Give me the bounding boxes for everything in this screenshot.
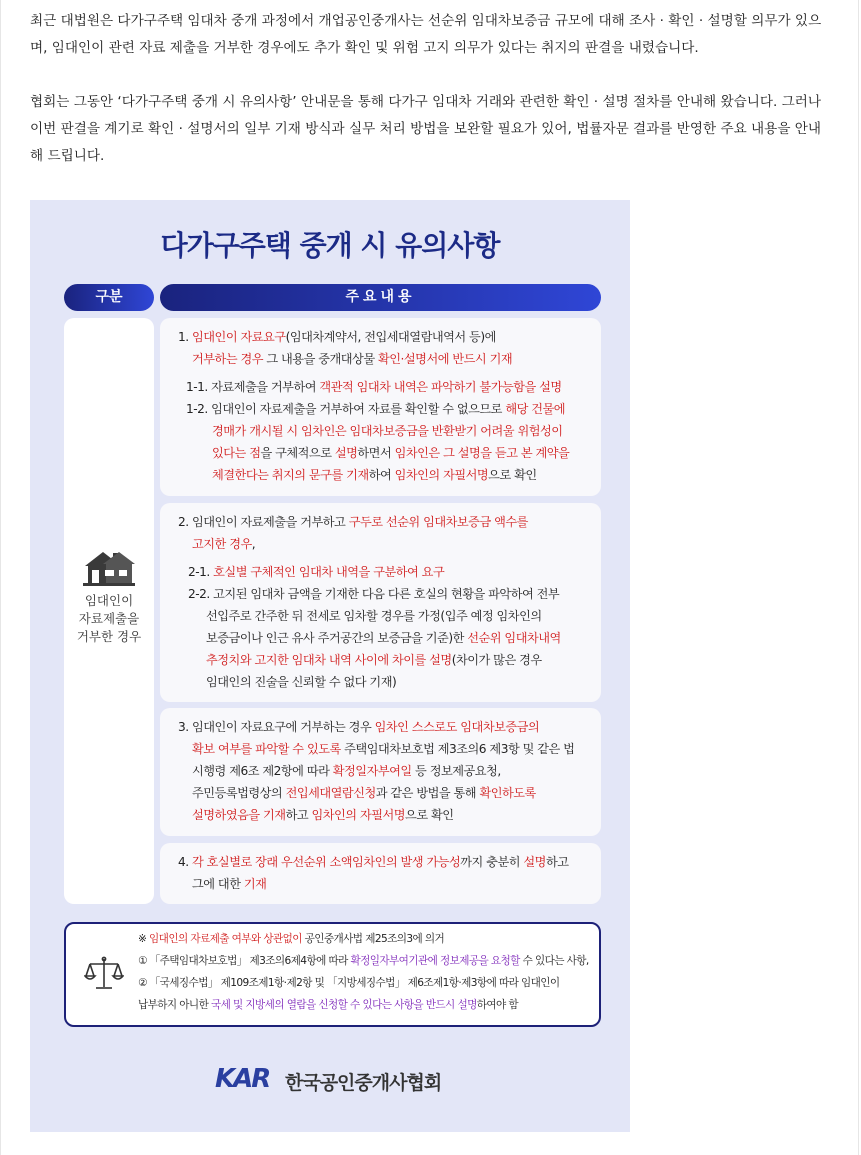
highlight-text: 국세 및 지방세의 열람을 신청할 수 있다는 사항을 반드시 설명 — [210, 999, 477, 1011]
box1-line-4 — [186, 398, 565, 420]
highlight-text: 확정일자부여기관에 정보제공을 요청할 — [350, 955, 520, 967]
text: 주택임대차보호법 제3조의6 제3항 및 같은 법 — [340, 742, 575, 756]
poster-title: 다가구주택 중개 시 유의사항 — [160, 229, 500, 262]
text: 선입주로 간주한 뒤 전세로 임차할 경우를 가정(입주 예정 임차인의 — [206, 609, 542, 623]
text: 2-1. — [188, 565, 214, 579]
box2-line-2 — [192, 533, 255, 555]
association-logo — [215, 1064, 455, 1094]
page-border-left — [0, 0, 1, 1155]
category-column — [64, 318, 154, 904]
highlight-text: 선순위 임대차내역 — [467, 631, 561, 645]
logo-text: 한국공인중개사협회 — [285, 1072, 442, 1094]
highlight-text: 설명 — [523, 855, 546, 869]
highlight-text: 임차인의 자필서명 — [311, 808, 406, 822]
text: 주민등록법령상의 — [192, 786, 286, 800]
note-line-3 — [138, 976, 560, 991]
category-line: 임대인이 — [84, 593, 134, 608]
text: (차이가 많은 경우 — [451, 653, 542, 667]
text: 까지 충분히 — [460, 855, 524, 869]
text: 하면서 — [357, 446, 395, 460]
text: 으로 확인 — [405, 808, 454, 822]
page-border-right — [858, 0, 859, 1155]
box2-line-1 — [178, 511, 528, 533]
highlight-text: 임대인의 자료제출 여부와 상관없이 — [149, 933, 302, 945]
box1-line-6 — [212, 442, 569, 464]
content-box-4 — [160, 843, 601, 904]
box4-line-2 — [192, 873, 266, 895]
box3-line-3 — [192, 760, 501, 782]
box2-line-6 — [206, 627, 561, 649]
highlight-text: 설명하였음을 기재 — [192, 808, 286, 822]
highlight-text: 해당 건물에 — [505, 402, 566, 416]
text: 2-2. 고지된 임대차 금액을 기재한 다음 다른 호실의 현황을 파악하여 전부 — [188, 587, 560, 601]
highlight-text: 고지한 경우 — [192, 537, 252, 551]
box4-line-1 — [178, 851, 569, 873]
text: 3. 임대인이 자료요구에 거부하는 경우 — [178, 720, 375, 734]
article-intro — [30, 8, 830, 170]
note-line-1 — [138, 932, 444, 947]
content-box-2 — [160, 503, 601, 702]
box2-line-8 — [206, 671, 396, 693]
text: 하여야 함 — [476, 999, 519, 1011]
text: 수 있다는 사항, — [519, 955, 589, 967]
text: 1-1. 자료제출을 거부하여 — [186, 380, 320, 394]
highlight-text: 설명 — [334, 446, 358, 460]
highlight-text: 기재 — [243, 877, 267, 891]
text: (임대차계약서, 전입세대열람내역서 등)에 — [285, 330, 496, 344]
text: , — [251, 537, 256, 551]
box2-line-5 — [206, 605, 542, 627]
text: 1. — [178, 330, 193, 344]
content-box-1 — [160, 318, 601, 496]
note-line-2 — [138, 954, 589, 969]
house-icon — [81, 550, 137, 586]
text: 등 정보제공요청, — [411, 764, 501, 778]
category-label — [64, 592, 154, 646]
highlight-text: 추정치와 고지한 임대차 내역 사이에 차이를 설명 — [206, 653, 452, 667]
box3-line-5 — [192, 804, 454, 826]
text: 하고 — [285, 808, 312, 822]
highlight-text: 경매가 개시될 시 임차인은 임대차보증금을 반환받기 어려울 위험성이 — [212, 424, 563, 438]
highlight-text: 임차인 스스로도 임대차보증금의 — [374, 720, 540, 734]
text: 보증금이나 인근 유사 주거공간의 보증금을 기준)한 — [206, 631, 468, 645]
text: 그에 대한 — [192, 877, 244, 891]
header-main-content: 주요내용 — [160, 284, 601, 311]
highlight-text: 거부하는 경우 — [192, 352, 264, 366]
category-line: 거부한 경우 — [76, 629, 142, 644]
highlight-text: 전입세대열람신청 — [285, 786, 376, 800]
text: 하고 — [545, 855, 569, 869]
box1-line-7 — [212, 464, 537, 486]
box2-line-7 — [206, 649, 542, 671]
text: 납부하지 아니한 — [138, 999, 211, 1011]
intro-paragraph-2: 협회는 그동안 ‘다가구주택 중개 시 유의사항’ 안내문을 통해 다가구 임대차 거래와 관련한 확인 · 설명 절차를 안내해 왔습니다. 그러나 이번 판결을 계기로 확인 · 설명서의 일부 기재 방식과 실무 처리 방법을 보완할 필요가 있어, 법률자문 결과를 반영한 주요 내용을 안내해 드립니다. — [30, 94, 822, 164]
highlight-text: 호실별 구체적인 임대차 내역을 구분하여 요구 — [213, 565, 445, 579]
box3-line-4 — [192, 782, 536, 804]
box3-line-2 — [192, 738, 574, 760]
header-category: 구분 — [64, 284, 154, 311]
highlight-text: 임차인의 자필서명 — [394, 468, 489, 482]
text: 으로 확인 — [488, 468, 537, 482]
text: 4. — [178, 855, 193, 869]
highlight-text: 확인·설명서에 반드시 기재 — [377, 352, 513, 366]
box2-line-3 — [188, 561, 444, 583]
text: ※ — [138, 933, 150, 945]
highlight-text: 각 호실별로 장래 우선순위 소액임차인의 발생 가능성 — [192, 855, 461, 869]
content-box-3 — [160, 708, 601, 836]
box1-line-1 — [178, 326, 496, 348]
legal-note-box — [64, 922, 601, 1027]
highlight-text: 확보 여부를 파악할 수 있도록 — [192, 742, 341, 756]
box1-line-5 — [212, 420, 563, 442]
category-line: 자료제출을 — [78, 611, 140, 626]
box1-line-3 — [186, 376, 562, 398]
highlight-text: 객관적 임대차 내역은 파악하기 불가능함을 설명 — [319, 380, 562, 394]
note-line-4 — [138, 998, 518, 1013]
text: 그 내용을 중개대상물 — [263, 352, 378, 366]
text: 시행령 제6조 제2항에 따라 — [192, 764, 333, 778]
text: ① 「주택임대차보호법」 제3조의6제4항에 따라 — [138, 955, 351, 967]
highlight-text: 확정일자부여일 — [332, 764, 412, 778]
text: 2. 임대인이 자료제출을 거부하고 — [178, 515, 349, 529]
logo-mark: KAR — [215, 1064, 270, 1094]
scale-icon — [84, 956, 124, 992]
highlight-text: 있다는 점 — [212, 446, 261, 460]
text: 임대인의 진술을 신뢰할 수 없다 기재) — [206, 675, 397, 689]
highlight-text: 임대인이 자료요구 — [192, 330, 286, 344]
intro-paragraph-1: 최근 대법원은 다가구주택 임대차 중개 과정에서 개업공인중개사는 선순위 임대차보증금 규모에 대해 조사 · 확인 · 설명할 의무가 있으며, 임대인이 관련 자료 제출을 거부한 경우에도 추가 확인 및 위험 고지 의무가 있다는 취지의 판결을 내렸습니다. — [30, 13, 822, 56]
text: 하여 — [368, 468, 395, 482]
text: 을 구체적으로 — [260, 446, 335, 460]
box1-line-2 — [192, 348, 512, 370]
box2-line-4 — [188, 583, 559, 605]
notice-poster — [30, 200, 630, 1132]
box3-line-1 — [178, 716, 539, 738]
highlight-text: 체결한다는 취지의 문구를 기재 — [212, 468, 369, 482]
text: ② 「국세징수법」 제109조제1항·제2항 및 「지방세징수법」 제6조제1항·제3항에 따라 임대인이 — [138, 977, 560, 989]
text: 1-2. 임대인이 자료제출을 거부하여 자료를 확인할 수 없으므로 — [186, 402, 506, 416]
highlight-text: 확인하도록 — [479, 786, 536, 800]
highlight-text: 구두로 선순위 임대차보증금 액수를 — [348, 515, 528, 529]
highlight-text: 임차인은 그 설명을 듣고 본 계약을 — [394, 446, 570, 460]
text: 공인중개사법 제25조의3에 의거 — [301, 933, 445, 945]
text: 과 같은 방법을 통해 — [375, 786, 480, 800]
